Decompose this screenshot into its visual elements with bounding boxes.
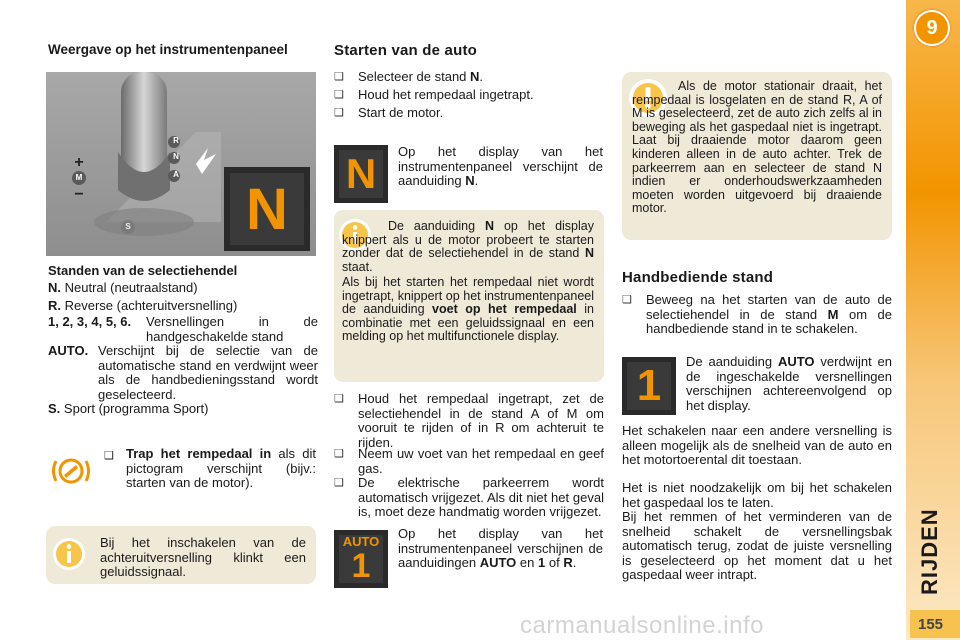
manual-step-1: ❑ Beweeg na het starten van de auto de selectiehendel in de stand M om de handbediende stand in te schakelen.: [622, 292, 892, 336]
start-step-3: ❑ Start de motor.: [334, 105, 444, 120]
position-n: N. Neutral (neutraalstand): [48, 280, 198, 295]
positions-heading: Standen van de selectiehendel: [48, 263, 238, 278]
info-icon: [52, 537, 86, 571]
display-auto-1: [334, 530, 388, 588]
brake-pedal-icon: [52, 453, 90, 489]
manual-paragraph-1: Het schakelen naar een andere versnelling is alleen mogelijk als de snelheid van de auto en het motortoerental dit toestaan.: [622, 423, 892, 467]
display-auto-gear: 1: [351, 547, 371, 585]
display-n-letter: N: [345, 150, 377, 197]
watermark: carmanualsonline.info: [520, 612, 764, 639]
display-n: [334, 145, 388, 203]
start-step-1: ❑ Selecteer de stand N.: [334, 69, 484, 84]
gear-label-s: S: [125, 222, 131, 231]
chapter-number: 9: [916, 12, 948, 44]
manual-paragraph-3: Bij het remmen of het verminderen van de snelheid schakelt de versnellingsbak automatisch terug, zodat de juiste versnelling is geselecteerd op het moment dat u het gaspedaal weer intrapt.: [622, 509, 892, 582]
gear-label-m: M: [75, 173, 83, 182]
display-manual-text: De aanduiding AUTO verdwijnt en de ingeschakelde versnellingen verschijnen achtereenvolgend op het display.: [686, 354, 892, 413]
display-auto-text: Op het display van het instrumentenpaneel verschijnen de aanduidingen AUTO en 1 of R.: [398, 526, 603, 570]
position-manual: 1, 2, 3, 4, 5, 6. Versnellingen in de handgeschakelde stand: [48, 314, 318, 344]
display-manual-gear: 1: [636, 361, 662, 410]
drive-step-3: ❑ De elektrische parkeerrem wordt automatisch vrijgezet. Als dit niet het geval is, moet deze handmatig worden vrijgezet.: [334, 475, 604, 519]
gear-label-a: A: [173, 170, 179, 179]
display-n-text: Op het display van het instrumentenpaneel verschijnt de aanduiding N.: [398, 144, 603, 188]
brake-bullet: ❑: [104, 450, 114, 462]
gear-label-plus: +: [74, 154, 84, 171]
chapter-number-badge: [912, 8, 952, 48]
gear-label-r: R: [173, 136, 179, 145]
left-heading: Weergave op het instrumentenpaneel: [48, 42, 288, 57]
illustration-display-letter: N: [246, 177, 288, 242]
page-number: 155: [918, 616, 944, 633]
gear-label-minus: −: [74, 186, 84, 203]
drive-step-2: ❑ Neem uw voet van het rempedaal en geef gas.: [334, 446, 604, 476]
position-s: S. Sport (programma Sport): [48, 401, 209, 416]
brake-instruction: Trap het rempedaal in als dit pictogram verschijnt (bijv.: starten van de motor).: [126, 446, 316, 490]
manual-paragraph-2: Het is niet noodzakelijk om bij het schakelen het gaspedaal los te laten.: [622, 480, 892, 510]
gear-label-n: N: [173, 152, 179, 161]
start-info-text-2: Als bij het starten het rempedaal niet wordt ingetrapt, knippert op het instrumentenpaneel de aanduiding voet op het rempedaal in combinatie met een geluidssignaal en een melding op het multifunctionele display.: [342, 275, 594, 343]
chapter-side-label: RIJDEN: [917, 508, 942, 595]
position-r: R. Reverse (achteruitversnelling): [48, 298, 238, 313]
middle-heading: Starten van de auto: [334, 42, 477, 59]
drive-step-1: ❑ Houd het rempedaal ingetrapt, zet de selectiehendel in de stand A of M om vooruit te rijden of in R om achteruit te rijden.: [334, 391, 604, 450]
start-info-text-1: De aanduiding N op het display knippert als u de motor probeert te starten zonder dat de selectiehendel in de stand N staat.: [342, 219, 594, 274]
position-auto: AUTO. Verschijnt bij de selectie van de automatische stand en verdwijnt weer als de handbedieningsstand wordt geselecteerd.: [48, 343, 318, 402]
reverse-info-text: Bij het inschakelen van de achteruitversnelling klinkt een geluidssignaal.: [100, 535, 306, 579]
start-step-2: ❑ Houd het rempedaal ingetrapt.: [334, 87, 534, 102]
display-manual-1: [622, 357, 676, 415]
display-auto-label: AUTO: [342, 534, 380, 549]
warning-text: Als de motor stationair draait, het rempedaal is losgelaten en de stand R, A of M is geselecteerd, zet de auto zich zelfs al in beweging als het gaspedaal niet is ingetrapt. Laat bij draaiende motor daarom geen kinderen alleen in de auto achter. Trek de parkeerrem aan en selecteer de stand N indien er onderhoudswerkzaamheden moeten worden uitgevoerd bij draaiende motor.: [632, 79, 882, 216]
right-heading: Handbediende stand: [622, 269, 774, 286]
